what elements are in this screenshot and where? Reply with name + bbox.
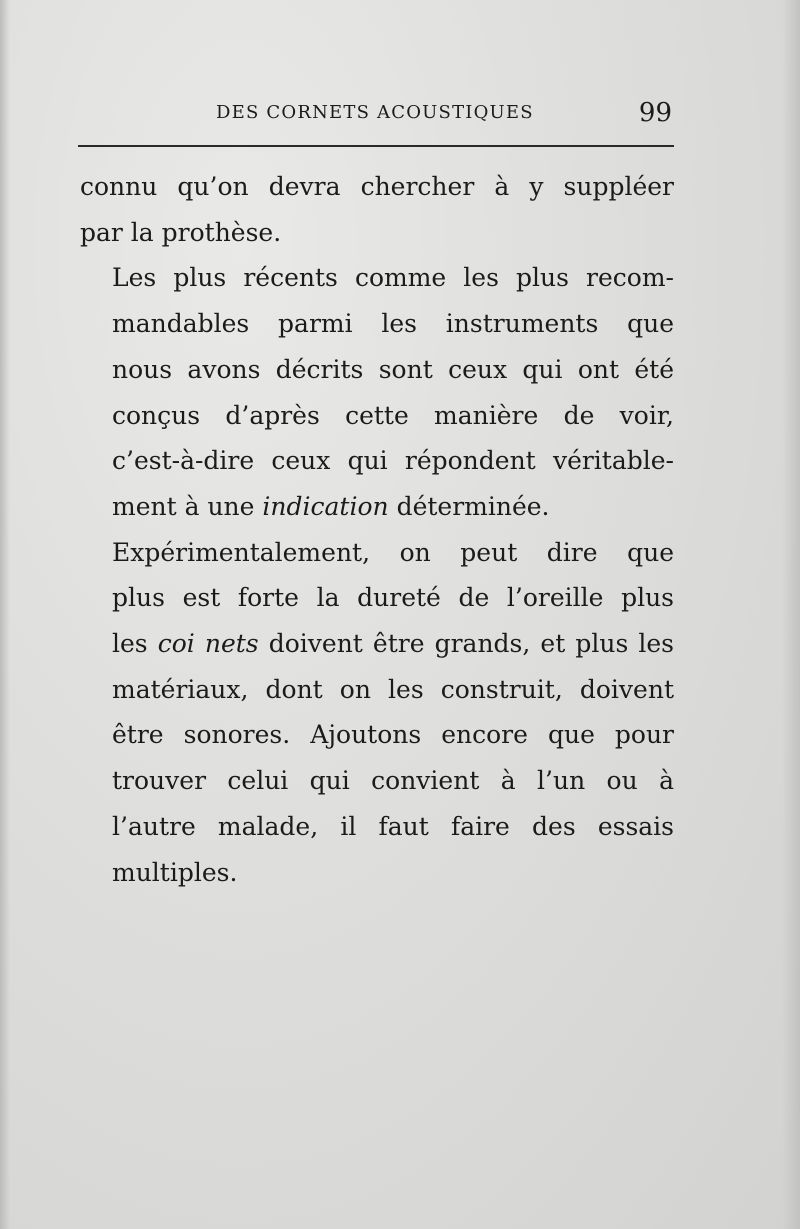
paragraph-1 bbox=[80, 164, 674, 255]
italic-term: coi nets bbox=[157, 629, 259, 659]
page-edge-left bbox=[0, 0, 10, 1229]
paragraph-3 bbox=[80, 530, 674, 896]
text-fragment: les bbox=[112, 629, 148, 659]
text-line: matériaux, dont on les construit, doivent bbox=[112, 674, 674, 704]
text-fragment: ment à une bbox=[112, 491, 255, 521]
text-line: multiples. bbox=[112, 857, 238, 887]
text-line bbox=[80, 484, 674, 530]
text-fragment: doivent être grands, et plus les bbox=[268, 629, 674, 659]
running-head: DES CORNETS ACOUSTIQUES bbox=[216, 102, 534, 123]
page-header bbox=[78, 100, 672, 134]
text-line: c’est-à-dire ceux qui répondent véritable- bbox=[112, 446, 674, 476]
paragraph-2 bbox=[80, 255, 674, 529]
text-line: par la prothèse. bbox=[80, 217, 282, 247]
italic-term: indication bbox=[262, 491, 389, 521]
header-rule bbox=[78, 145, 674, 147]
body-text bbox=[80, 164, 674, 895]
text-line: plus est forte la dureté de l’oreille plus bbox=[112, 583, 674, 613]
text-line: Les plus récents comme les plus recom- bbox=[112, 263, 674, 293]
page-edge-right bbox=[782, 0, 800, 1229]
text-line: trouver celui qui convient à l’un ou à bbox=[112, 766, 674, 796]
text-line bbox=[80, 621, 674, 667]
text-line: nous avons décrits sont ceux qui ont été bbox=[112, 354, 674, 384]
text-line: être sonores. Ajoutons encore que pour bbox=[112, 720, 674, 750]
text-line: connu qu’on devra chercher à y suppléer bbox=[80, 172, 674, 201]
text-line: mandables parmi les instruments que bbox=[112, 309, 674, 339]
text-line: conçus d’après cette manière de voir, bbox=[112, 400, 674, 430]
page-number: 99 bbox=[638, 98, 672, 128]
text-fragment: déterminée. bbox=[396, 491, 550, 521]
text-line: l’autre malade, il faut faire des essais bbox=[112, 811, 674, 841]
text-line: Expérimentalement, on peut dire que bbox=[112, 537, 674, 567]
